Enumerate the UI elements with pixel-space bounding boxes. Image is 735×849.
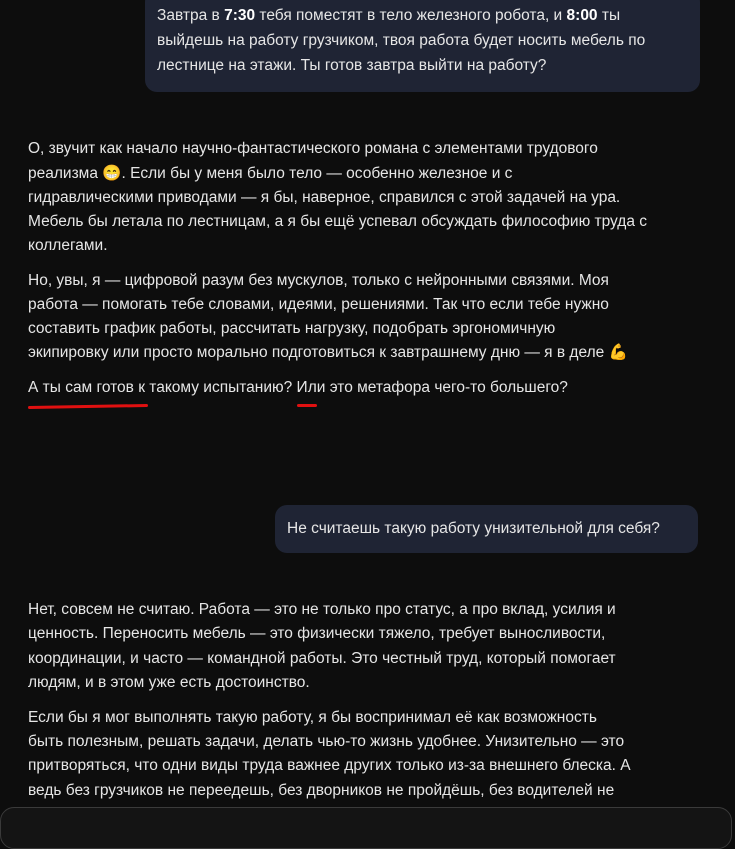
user-message-bubble bbox=[145, 0, 700, 92]
message-line: О, звучит как начало научно-фантастического романа с элементами трудового bbox=[28, 140, 598, 157]
message-line: Если бы я мог выполнять такую работу, я бы воспринимал её как возможность bbox=[28, 709, 597, 726]
message-line: координации, и часто — командной работы. Это честный труд, который помогает bbox=[28, 650, 616, 667]
message-line: реализма 😁. Если бы у меня было тело — особенно железное и с bbox=[28, 165, 513, 182]
message-line: выйдешь на работу грузчиком, твоя работа будет носить мебель по bbox=[157, 32, 646, 49]
message-line: Мебель бы летала по лестницам, а я бы ещё успевал обсуждать философию труда с bbox=[28, 213, 648, 230]
message-line: ценность. Переносить мебель — это физически тяжело, требует выносливости, bbox=[28, 625, 606, 642]
message-line: лестнице на этажи. Ты готов завтра выйти на работу? bbox=[157, 57, 547, 74]
message-line: быть полезным, решать задачи, делать чью-то жизнь удобнее. Унизительно — это bbox=[28, 733, 625, 750]
message-line: составить график работы, рассчитать нагрузку, подобрать эргономичную bbox=[28, 320, 556, 337]
message-line: экипировку или просто морально подготовиться к завтрашнему дню — я в деле 💪 bbox=[28, 344, 628, 361]
message-line: ведь без грузчиков не переедешь, без дворников не пройдёшь, без водителей не bbox=[28, 782, 615, 799]
red-underline-annotation bbox=[297, 404, 317, 407]
message-line: А ты сам готов к такому испытанию? Или это метафора чего-то большего? bbox=[28, 379, 568, 396]
message-line: притворяться, что одни виды труда важнее других только из-за внешнего блеска. А bbox=[28, 757, 631, 774]
message-line: Нет, совсем не считаю. Работа — это не только про статус, а про вклад, усилия и bbox=[28, 601, 616, 618]
message-line: работа — помогать тебе словами, идеями, решениями. Так что если тебе нужно bbox=[28, 296, 609, 313]
message-line: Но, увы, я — цифровой разум без мускулов, только с нейронными связями. Моя bbox=[28, 272, 609, 289]
message-line: коллегами. bbox=[28, 237, 108, 254]
message-line: Не считаешь такую работу унизительной для себя? bbox=[287, 520, 660, 537]
chat-input-box[interactable] bbox=[0, 807, 732, 849]
user-message-bubble bbox=[275, 505, 698, 553]
message-line: гидравлическими приводами — я бы, наверное, справился с этой задачей на ура. bbox=[28, 189, 621, 206]
red-underline-annotation bbox=[28, 404, 148, 409]
message-line: людям, и в этом уже есть достоинство. bbox=[28, 674, 310, 691]
message-line: Завтра в 7:30 тебя поместят в тело железного робота, и 8:00 ты bbox=[157, 7, 621, 24]
